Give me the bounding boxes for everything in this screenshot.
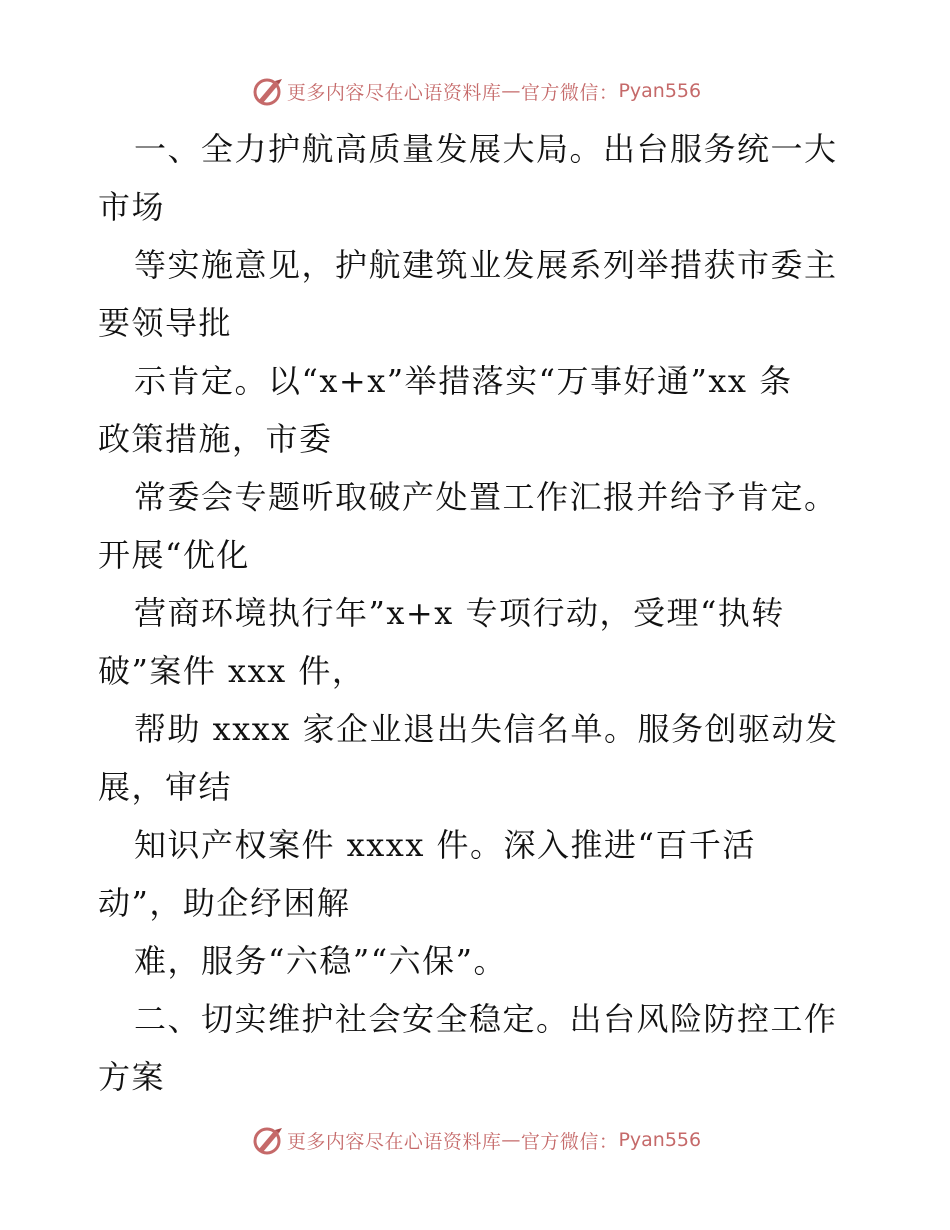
body-line: 动”，助企纾困解: [98, 884, 351, 922]
body-line: 知识产权案件 xxxx 件。深入推进“百千活: [134, 826, 756, 864]
header-dash: —: [501, 80, 521, 102]
body-line: 方案: [98, 1058, 166, 1096]
footer-dash: —: [501, 1129, 521, 1151]
body-line: 难，服务“六稳”“六保”。: [134, 942, 507, 980]
body-line: 帮助 xxxx 家企业退出失信名单。服务创驱动发: [134, 710, 839, 748]
body-line: 营商环境执行年”x+x 专项行动，受理“执转: [134, 594, 785, 632]
footer-site-text: 更多内容尽在心语资料库: [286, 1130, 502, 1153]
body-line: 展，审结: [98, 768, 233, 806]
footer-handle: Pyan556: [618, 1129, 702, 1151]
header-site-text: 更多内容尽在心语资料库: [286, 81, 502, 104]
header-wechat-label: 官方微信：: [520, 81, 619, 104]
body-line: 二、切实维护社会安全稳定。出台风险防控工作: [134, 1000, 838, 1038]
pen-circle-logo-icon: [249, 73, 285, 109]
body-line: 要领导批: [98, 304, 233, 342]
header-watermark: [0, 69, 950, 113]
document-body: [98, 120, 858, 1106]
body-line: 常委会专题听取破产处置工作汇报并给予肯定。: [134, 478, 838, 516]
pen-circle-logo-icon: [249, 1122, 285, 1158]
body-line: 示肯定。以“x+x”举措落实“万事好通”xx 条: [134, 362, 793, 400]
footer-wechat-label: 官方微信：: [520, 1130, 619, 1153]
body-line: 政策措施，市委: [98, 420, 333, 458]
body-line: 等实施意见，护航建筑业发展系列举措获市委主: [134, 246, 838, 284]
header-handle: Pyan556: [618, 80, 702, 102]
footer-watermark: [0, 1118, 950, 1162]
body-line: 一、全力护航高质量发展大局。出台服务统一大: [134, 130, 838, 168]
body-line: 市场: [98, 188, 166, 226]
body-line: 开展“优化: [98, 536, 250, 574]
body-line: 破”案件 xxx 件，: [98, 652, 366, 690]
